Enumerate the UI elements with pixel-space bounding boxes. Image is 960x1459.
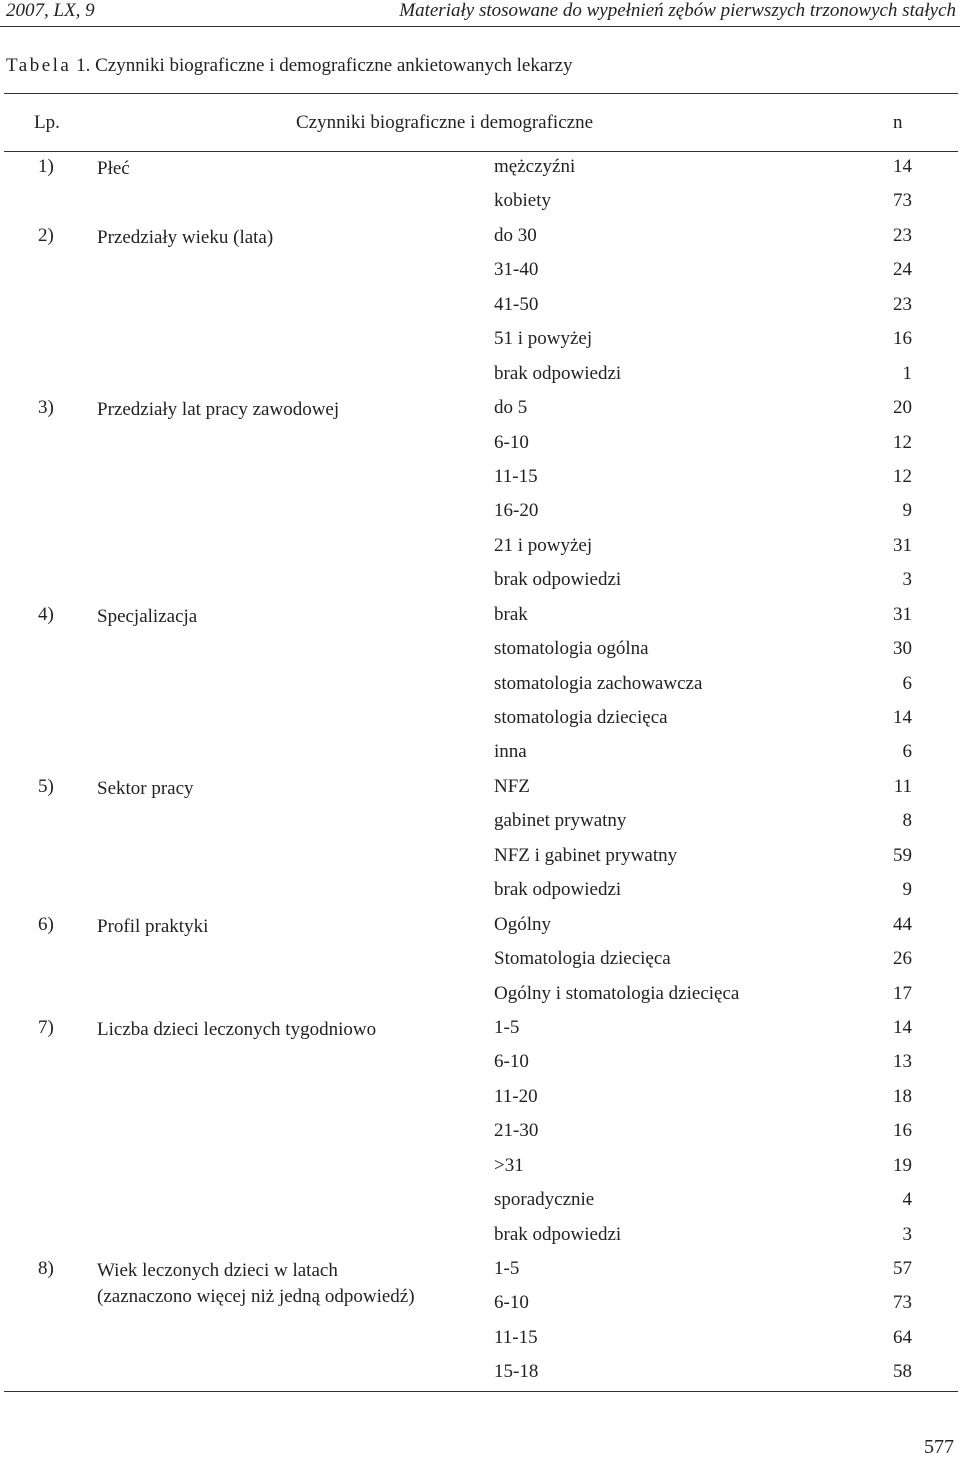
- row-subcategory: brak: [494, 603, 528, 625]
- table-row: [0, 323, 960, 357]
- category-note: (zaznaczono więcej niż jedną odpowiedź): [97, 1286, 415, 1307]
- table-row: [0, 220, 960, 254]
- table-row: [0, 805, 960, 839]
- row-subcategory: do 5: [494, 397, 528, 419]
- table-caption: [6, 55, 573, 77]
- row-subcategory: Stomatologia dziecięca: [494, 948, 671, 970]
- row-count: 18: [893, 1085, 912, 1107]
- row-number: 6): [38, 913, 54, 935]
- category-label: Przedziały lat pracy zawodowej: [97, 399, 340, 421]
- table-row: [0, 599, 960, 633]
- category-label: Płeć: [97, 158, 130, 179]
- table-row: [0, 840, 960, 874]
- article-title: Materiały stosowane do wypełnień zębów pierwszych trzonowych stałych: [399, 0, 956, 21]
- row-count: 3: [902, 1223, 912, 1245]
- table-row: [0, 461, 960, 495]
- row-number: 7): [38, 1016, 54, 1038]
- table-row: [0, 1287, 960, 1321]
- table-row: [0, 633, 960, 667]
- table-row: [0, 564, 960, 598]
- row-subcategory: 41-50: [494, 293, 539, 315]
- table-row: [0, 392, 960, 426]
- row-subcategory: 31-40: [494, 259, 539, 281]
- table-row: [0, 668, 960, 702]
- page-number: 577: [924, 1436, 954, 1458]
- row-number: 2): [38, 224, 54, 246]
- row-subcategory: stomatologia zachowawcza: [494, 672, 703, 694]
- row-count: 1: [902, 362, 912, 384]
- row-category: [97, 397, 339, 423]
- row-subcategory: brak odpowiedzi: [494, 569, 622, 591]
- row-subcategory: 6-10: [494, 1051, 529, 1073]
- table-row: [0, 530, 960, 564]
- table-row: [0, 1012, 960, 1046]
- row-count: 73: [893, 190, 912, 212]
- row-subcategory: sporadycznie: [494, 1189, 595, 1211]
- row-subcategory: stomatologia dziecięca: [494, 707, 668, 728]
- table-row: [0, 289, 960, 323]
- running-header: [0, 0, 960, 27]
- row-count: 14: [893, 1016, 912, 1038]
- row-subcategory: 21-30: [494, 1120, 539, 1142]
- header-lp: Lp.: [34, 112, 60, 133]
- table-row: [0, 1046, 960, 1080]
- row-category: [97, 604, 197, 630]
- row-category: [97, 1017, 376, 1043]
- row-count: 73: [893, 1292, 912, 1314]
- row-count: 6: [902, 741, 912, 763]
- row-count: 57: [893, 1258, 912, 1279]
- row-count: 6: [902, 672, 912, 694]
- row-count: 14: [893, 156, 912, 177]
- row-count: 11: [893, 775, 912, 797]
- row-subcategory: NFZ i gabinet prywatny: [494, 844, 678, 866]
- row-count: 20: [893, 397, 912, 419]
- row-subcategory: Ogólny: [494, 913, 551, 935]
- row-number: 5): [38, 775, 54, 797]
- header-factors: Czynniki biograficzne i demograficzne: [296, 112, 594, 133]
- category-label: Specjalizacja: [97, 605, 198, 627]
- table-row: [0, 1356, 960, 1390]
- row-category: [97, 156, 130, 182]
- row-subcategory: 51 i powyżej: [494, 328, 593, 350]
- table-row: [0, 702, 960, 736]
- row-count: 9: [902, 879, 912, 901]
- caption-number: 1.: [76, 55, 91, 76]
- row-subcategory: do 30: [494, 224, 537, 246]
- table-row: [0, 874, 960, 908]
- row-subcategory: 6-10: [494, 1292, 529, 1314]
- caption-text: Czynniki biograficzne i demograficzne ankietowanych lekarzy: [95, 55, 573, 76]
- header-n: n: [893, 112, 903, 133]
- row-count: 31: [893, 534, 912, 556]
- row-category: [97, 225, 273, 251]
- row-subcategory: >31: [494, 1154, 524, 1176]
- table-row: [0, 151, 960, 185]
- row-subcategory: 21 i powyżej: [494, 534, 593, 556]
- row-subcategory: brak odpowiedzi: [494, 362, 622, 384]
- row-subcategory: brak odpowiedzi: [494, 1223, 622, 1245]
- table-row: [0, 978, 960, 1012]
- row-count: 58: [893, 1361, 912, 1383]
- row-count: 8: [902, 810, 912, 832]
- table-row: [0, 427, 960, 461]
- row-subcategory: 1-5: [494, 1258, 520, 1279]
- row-count: 44: [893, 913, 912, 935]
- row-count: 30: [893, 638, 912, 660]
- row-count: 16: [893, 328, 912, 350]
- category-label: Profil praktyki: [97, 915, 209, 937]
- row-count: 12: [893, 431, 912, 453]
- table-row: [0, 185, 960, 219]
- row-subcategory: 6-10: [494, 431, 529, 453]
- row-count: 9: [902, 500, 912, 522]
- row-subcategory: 15-18: [494, 1361, 539, 1383]
- row-subcategory: Ogólny i stomatologia dziecięca: [494, 982, 740, 1004]
- row-count: 14: [893, 707, 912, 728]
- journal-issue: 2007, LX, 9: [6, 0, 95, 21]
- table-row: [0, 495, 960, 529]
- row-count: 19: [893, 1154, 912, 1176]
- table-bottom-rule: [4, 1391, 958, 1392]
- row-subcategory: 11-15: [494, 1326, 538, 1348]
- table-top-rule: [4, 93, 958, 94]
- row-count: 31: [893, 603, 912, 625]
- table-row: [0, 943, 960, 977]
- row-subcategory: NFZ: [494, 775, 530, 797]
- table-row: [0, 771, 960, 805]
- row-count: 23: [893, 224, 912, 246]
- row-number: 8): [38, 1258, 54, 1279]
- row-subcategory: gabinet prywatny: [494, 810, 627, 832]
- row-count: 59: [893, 844, 912, 866]
- category-label: Liczba dzieci leczonych tygodniowo: [97, 1018, 377, 1040]
- row-count: 64: [893, 1326, 912, 1348]
- table-row: [0, 1150, 960, 1184]
- row-count: 3: [902, 569, 912, 591]
- row-category: [97, 776, 194, 802]
- category-label: Sektor pracy: [97, 777, 194, 799]
- table-row: [0, 1184, 960, 1218]
- row-count: 13: [893, 1051, 912, 1073]
- row-subcategory: 16-20: [494, 500, 539, 522]
- row-subcategory: stomatologia ogólna: [494, 638, 649, 660]
- row-subcategory: brak odpowiedzi: [494, 879, 622, 901]
- row-count: 12: [893, 465, 912, 487]
- row-subcategory: inna: [494, 741, 527, 763]
- table-row: [0, 1219, 960, 1253]
- table-body: [0, 151, 960, 1391]
- row-count: 4: [902, 1189, 912, 1211]
- caption-label: Tabela: [6, 55, 72, 76]
- row-count: 17: [893, 982, 912, 1004]
- row-subcategory: kobiety: [494, 190, 551, 212]
- table-row: [0, 736, 960, 770]
- category-label: Wiek leczonych dzieci w latach: [97, 1260, 338, 1281]
- row-count: 23: [893, 293, 912, 315]
- table-row: [0, 909, 960, 943]
- category-label: Przedziały wieku (lata): [97, 226, 274, 248]
- row-subcategory: mężczyźni: [494, 156, 576, 177]
- row-count: 16: [893, 1120, 912, 1142]
- table-row: [0, 1115, 960, 1149]
- row-count: 26: [893, 948, 912, 970]
- table-row: [0, 358, 960, 392]
- row-number: 1): [38, 156, 54, 177]
- row-subcategory: 11-15: [494, 465, 538, 487]
- row-number: 4): [38, 603, 54, 625]
- row-number: 3): [38, 397, 54, 419]
- table-row: [0, 1081, 960, 1115]
- table-row: [0, 1322, 960, 1356]
- row-category: [97, 914, 208, 940]
- table-row: [0, 254, 960, 288]
- row-count: 24: [893, 259, 912, 281]
- row-subcategory: 1-5: [494, 1016, 520, 1038]
- row-subcategory: 11-20: [494, 1085, 538, 1107]
